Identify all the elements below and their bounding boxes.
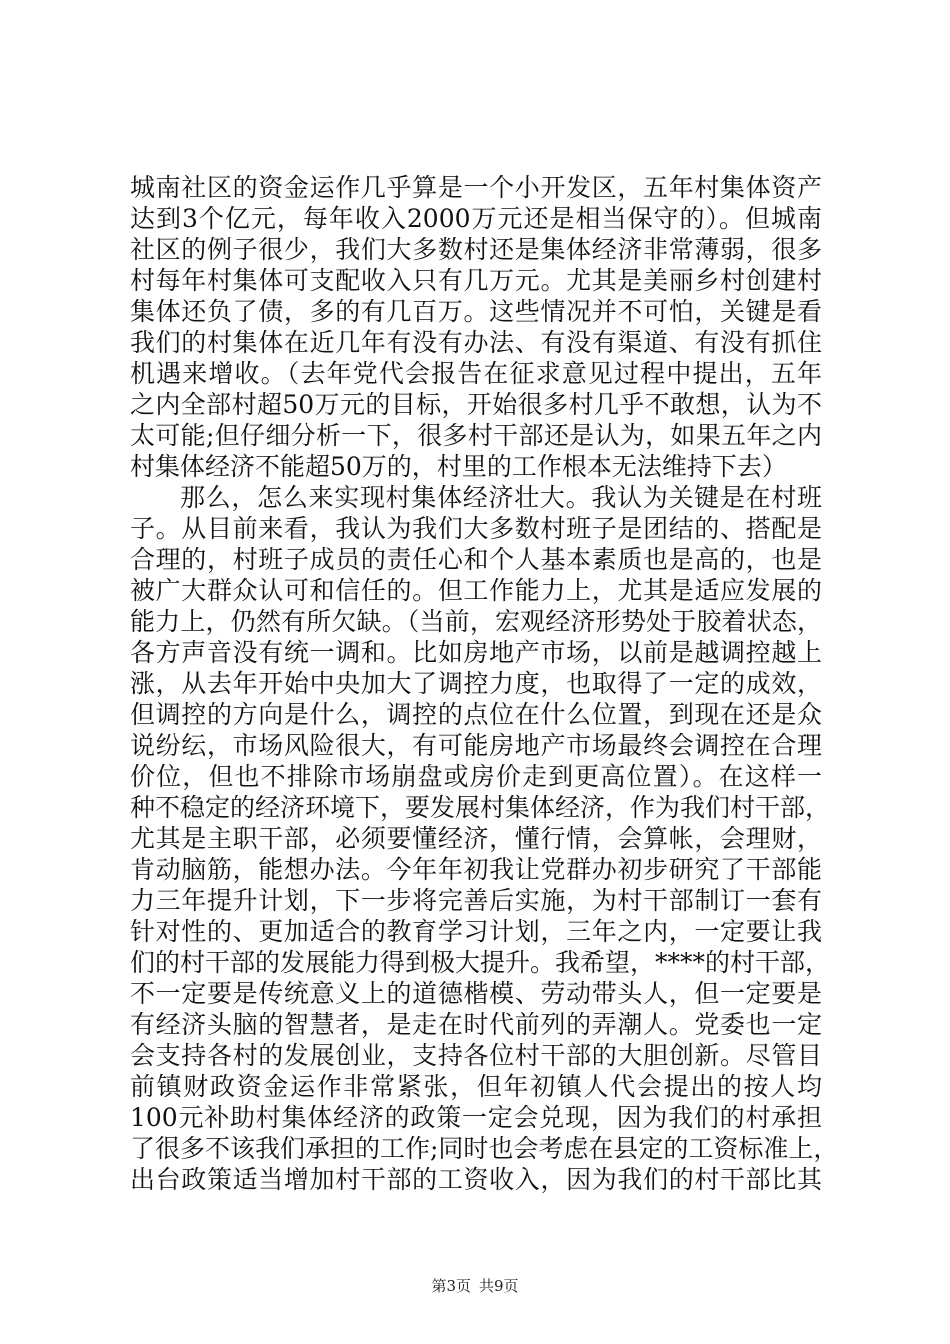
text-line: 但调控的方向是什么，调控的点位在什么位置，到现在还是众 xyxy=(130,700,822,729)
text-line: 力三年提升计划，下一步将完善后实施，为村干部制订一套有 xyxy=(130,886,822,915)
text-line: 涨，从去年开始中央加大了调控力度，也取得了一定的成效， xyxy=(130,669,822,698)
text-line: 合理的，村班子成员的责任心和个人基本素质也是高的，也是 xyxy=(130,545,822,574)
text-line: 社区的例子很少，我们大多数村还是集体经济非常薄弱，很多 xyxy=(130,235,822,264)
text-line: 出台政策适当增加村干部的工资收入，因为我们的村干部比其 xyxy=(130,1165,822,1194)
page-footer xyxy=(0,1276,950,1296)
text-line: 100元补助村集体经济的政策一定会兑现，因为我们的村承担 xyxy=(130,1103,822,1132)
text-line: 太可能;但仔细分析一下，很多村干部还是认为，如果五年之内 xyxy=(130,421,822,450)
text-line: 前镇财政资金运作非常紧张，但年初镇人代会提出的按人均 xyxy=(130,1072,822,1101)
text-line: 肯动脑筋，能想办法。今年年初我让党群办初步研究了干部能 xyxy=(130,855,822,884)
text-line: 各方声音没有统一调和。比如房地产市场，以前是越调控越上 xyxy=(130,638,822,667)
text-line: 子。从目前来看，我认为我们大多数村班子是团结的、搭配是 xyxy=(130,514,822,543)
text-line: 种不稳定的经济环境下，要发展村集体经济，作为我们村干部， xyxy=(130,793,831,822)
text-line: 集体还负了债，多的有几百万。这些情况并不可怕，关键是看 xyxy=(130,297,822,326)
text-line: 们的村干部的发展能力得到极大提升。我希望，****的村干部， xyxy=(130,948,831,977)
text-line: 之内全部村超50万元的目标，开始很多村几乎不敢想，认为不 xyxy=(130,390,822,419)
text-line: 价位，但也不排除市场崩盘或房价走到更高位置）。在这样一 xyxy=(130,762,822,791)
text-line: 那么，怎么来实现村集体经济壮大。我认为关键是在村班 xyxy=(180,483,822,512)
page-total: 共9页 xyxy=(479,1277,519,1295)
text-line: 能力上，仍然有所欠缺。（当前，宏观经济形势处于胶着状态， xyxy=(130,607,822,636)
text-line: 村每年村集体可支配收入只有几万元。尤其是美丽乡村创建村 xyxy=(130,266,822,295)
text-line: 尤其是主职干部，必须要懂经济，懂行情，会算帐，会理财， xyxy=(130,824,822,853)
text-line: 达到3个亿元，每年收入2000万元还是相当保守的）。但城南 xyxy=(130,204,822,233)
text-line: 了很多不该我们承担的工作;同时也会考虑在县定的工资标准上， xyxy=(130,1134,839,1163)
text-line: 城南社区的资金运作几乎算是一个小开发区，五年村集体资产 xyxy=(130,173,822,202)
text-line: 说纷纭，市场风险很大，有可能房地产市场最终会调控在合理 xyxy=(130,731,822,760)
text-line: 会支持各村的发展创业，支持各位村干部的大胆创新。尽管目 xyxy=(130,1041,822,1070)
text-line: 有经济头脑的智慧者，是走在时代前列的弄潮人。党委也一定 xyxy=(130,1010,822,1039)
text-line: 我们的村集体在近几年有没有办法、有没有渠道、有没有抓住 xyxy=(130,328,822,357)
text-line: 不一定要是传统意义上的道德楷模、劳动带头人，但一定要是 xyxy=(130,979,822,1008)
text-line: 机遇来增收。（去年党代会报告在征求意见过程中提出，五年 xyxy=(130,359,822,388)
text-line: 针对性的、更加适合的教育学习计划，三年之内，一定要让我 xyxy=(130,917,822,946)
body-text xyxy=(130,172,839,1195)
text-line: 村集体经济不能超50万的，村里的工作根本无法维持下去） xyxy=(130,452,787,481)
text-line: 被广大群众认可和信任的。但工作能力上，尤其是适应发展的 xyxy=(130,576,822,605)
page-number: 第3页 xyxy=(431,1277,471,1295)
